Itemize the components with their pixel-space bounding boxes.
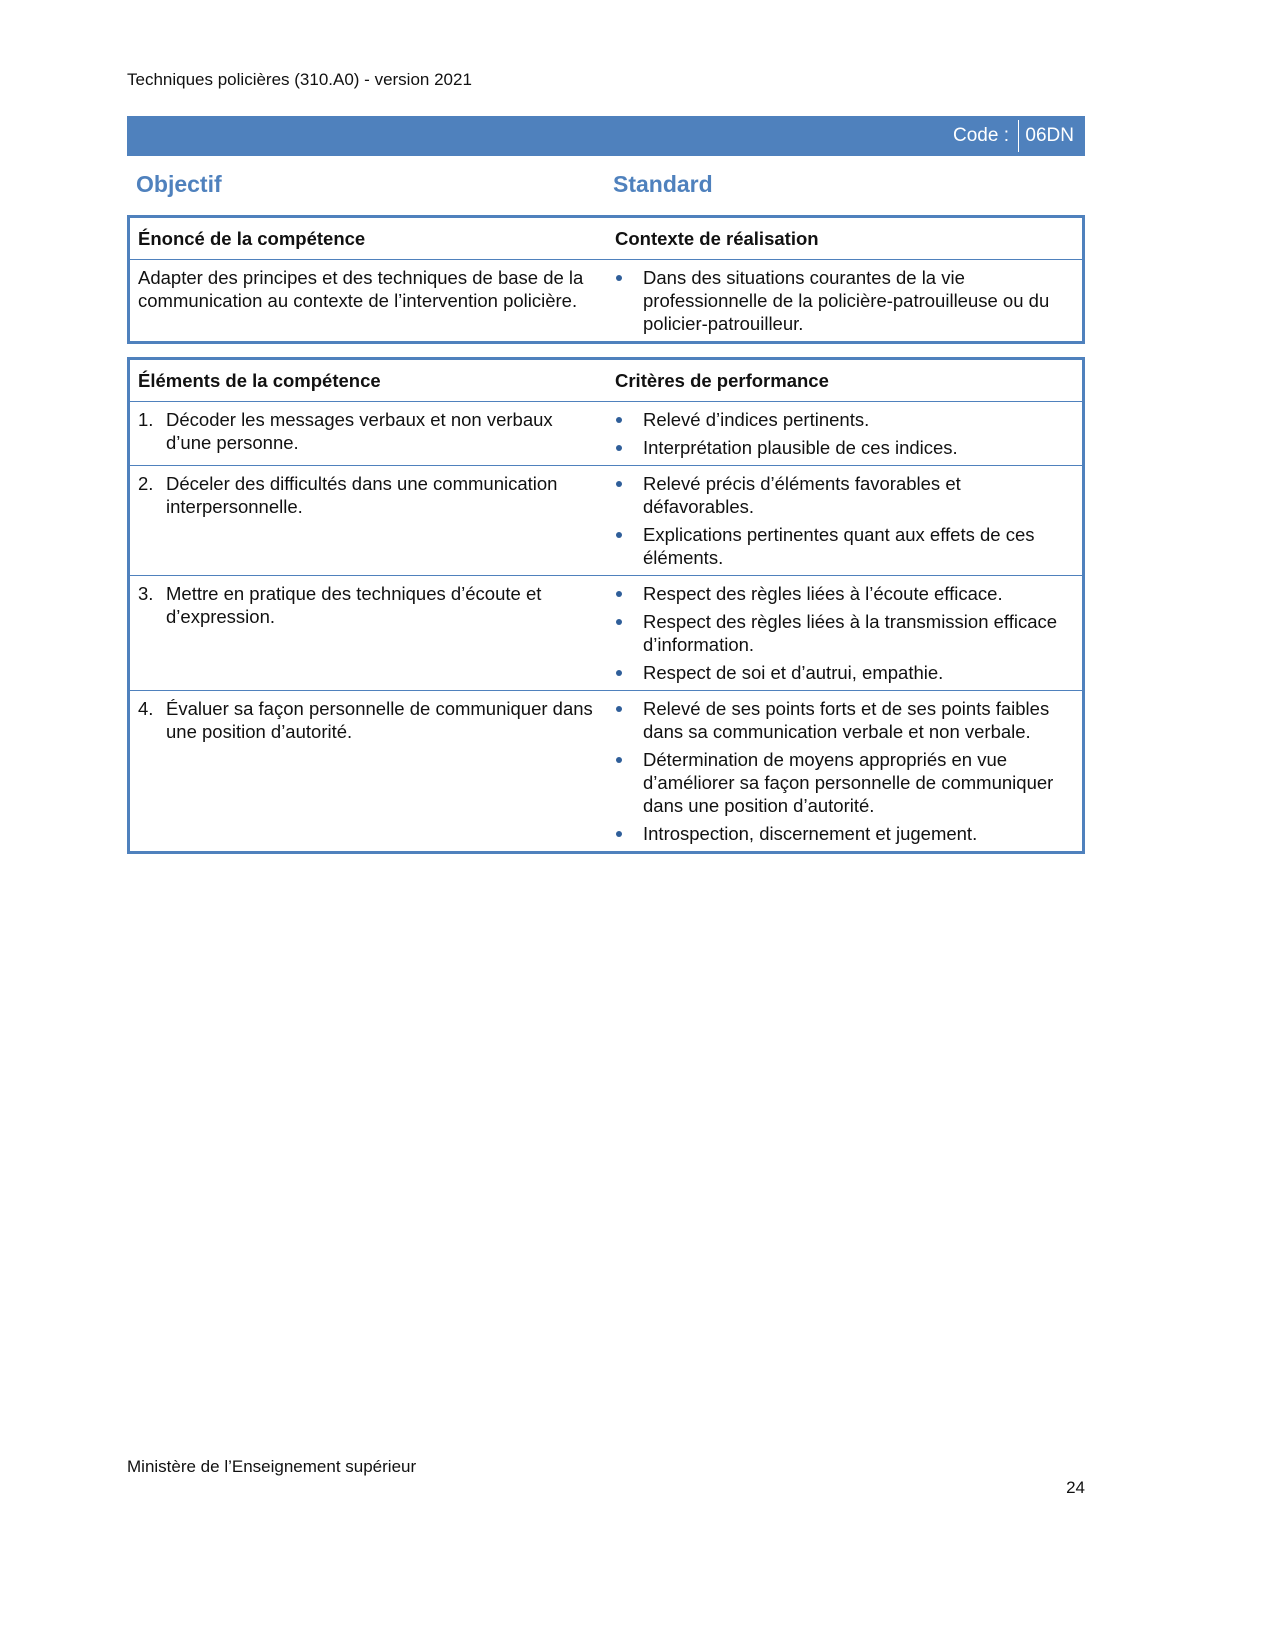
contexte-item: Dans des situations courantes de la vie professionnelle de la policière-patrouilleuse ou du policier-patrouilleur. [643, 266, 1074, 335]
criterion-item: Respect des règles liées à la transmission efficace d’information. [643, 610, 1074, 656]
standard-heading: Standard [613, 171, 713, 197]
table-row [129, 691, 1084, 853]
elements-header: Éléments de la compétence [129, 359, 608, 402]
enonce-text: Adapter des principes et des techniques de base de la communication au contexte de l’intervention policière. [129, 260, 608, 343]
criterion-item: Relevé de ses points forts et de ses points faibles dans sa communication verbale et non verbale. [643, 697, 1074, 743]
contexte-header: Contexte de réalisation [607, 217, 1084, 260]
criterion-item: Explications pertinentes quant aux effets de ces éléments. [643, 523, 1074, 569]
criterion-item: Respect des règles liées à l’écoute efficace. [643, 582, 1074, 605]
code-separator [1018, 120, 1019, 152]
element-number: 1. [138, 409, 154, 430]
code-value: 06DN [1025, 125, 1074, 146]
element-text: Évaluer sa façon personnelle de communiquer dans une position d’autorité. [166, 698, 593, 742]
criterion-item: Respect de soi et d’autrui, empathie. [643, 661, 1074, 684]
criterion-item: Relevé d’indices pertinents. [643, 408, 1074, 431]
code-label: Code : [953, 125, 1009, 146]
enonce-header: Énoncé de la compétence [129, 217, 608, 260]
objectif-heading: Objectif [136, 171, 222, 197]
criteres-header: Critères de performance [607, 359, 1084, 402]
footer: Ministère de l’Enseignement supérieur [127, 1457, 417, 1476]
criterion-item: Relevé précis d’éléments favorables et défavorables. [643, 472, 1074, 518]
elements-table [127, 357, 1085, 854]
criterion-item: Introspection, discernement et jugement. [643, 822, 1074, 845]
page-number: 24 [1066, 1478, 1085, 1497]
element-text: Décoder les messages verbaux et non verbaux d’une personne. [166, 409, 553, 453]
element-text: Mettre en pratique des techniques d’écoute et d’expression. [166, 583, 542, 627]
criterion-item: Interprétation plausible de ces indices. [643, 436, 1074, 459]
criterion-item: Détermination de moyens appropriés en vue d’améliorer sa façon personnelle de communiquer dans une position d’autorité. [643, 748, 1074, 817]
element-number: 2. [138, 473, 154, 494]
element-text: Déceler des difficultés dans une communication interpersonnelle. [166, 473, 558, 517]
table-row [129, 466, 1084, 576]
running-header: Techniques policières (310.A0) - version 2021 [127, 70, 472, 89]
element-number: 4. [138, 698, 154, 719]
table-row [129, 402, 1084, 466]
code-bar [127, 116, 1085, 156]
table-row [129, 576, 1084, 691]
element-number: 3. [138, 583, 154, 604]
competence-table [127, 215, 1085, 344]
